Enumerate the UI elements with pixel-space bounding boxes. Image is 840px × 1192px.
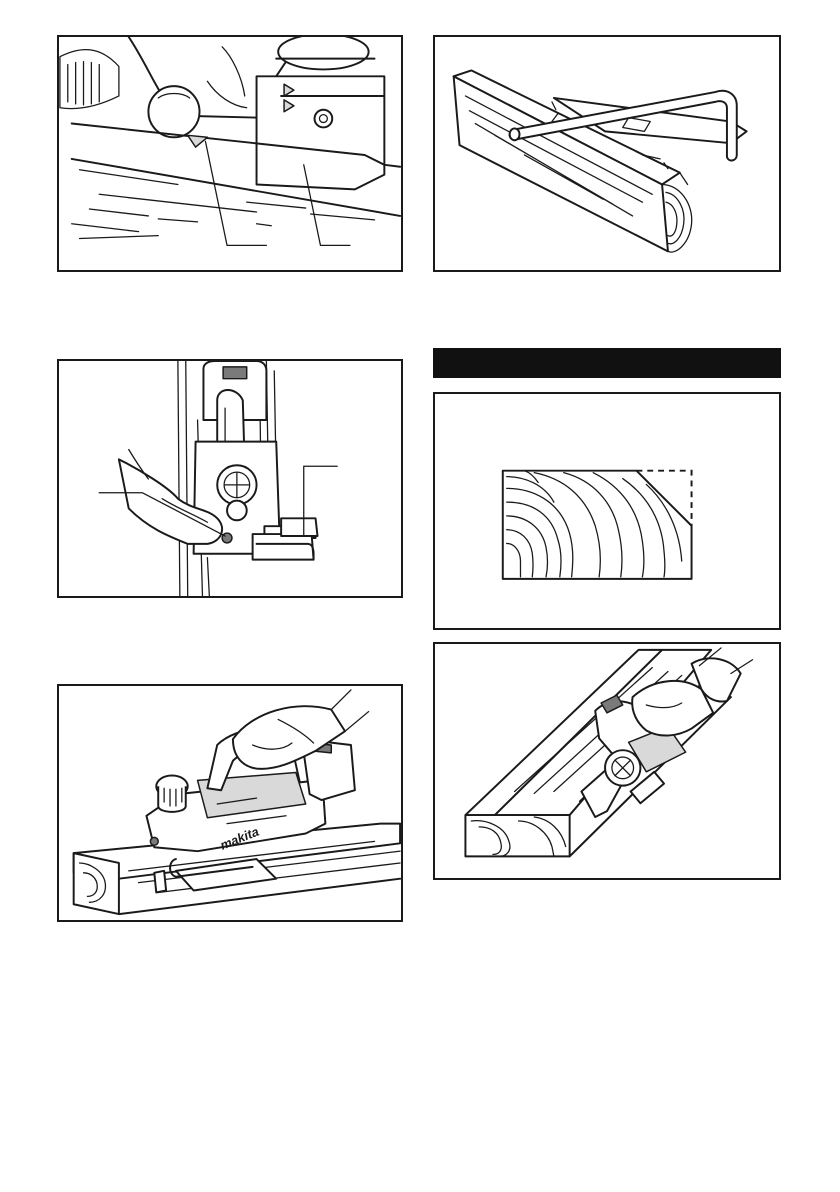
brand-label: makita: [217, 823, 261, 853]
section-header-bar: [433, 348, 781, 378]
figure-blade-edge: [57, 35, 403, 272]
figure-fence-lock: [57, 359, 403, 598]
rip-fence-illustration: [435, 37, 779, 270]
planing-with-fence-illustration: [59, 686, 401, 920]
figure-planing-with-fence: [57, 684, 403, 922]
figure-rip-fence: [433, 35, 781, 272]
chamfer-planing-illustration: [435, 644, 779, 878]
fence-lock-illustration: [59, 361, 401, 596]
blade-edge-illustration: [59, 37, 401, 270]
page-bottom-edge: [0, 1186, 840, 1192]
figure-chamfer-planing: [433, 642, 781, 880]
chamfer-profile-illustration: [435, 394, 779, 628]
figure-chamfer-profile: [433, 392, 781, 630]
